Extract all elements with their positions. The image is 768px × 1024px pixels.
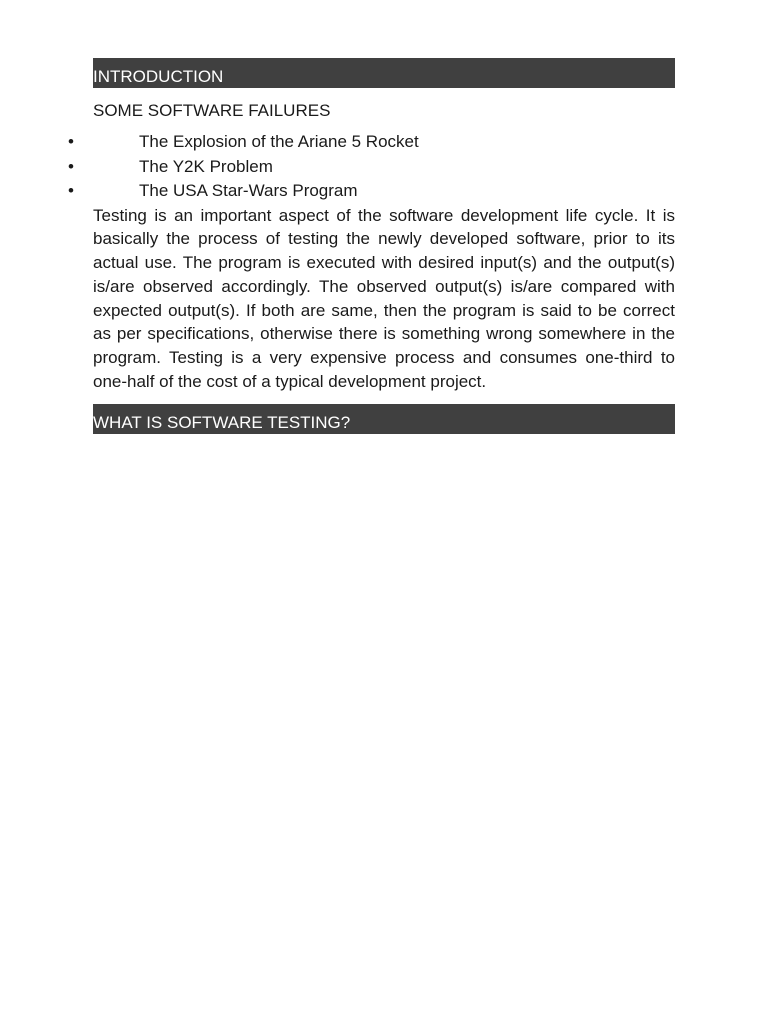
bullet-icon: • bbox=[68, 156, 74, 176]
failures-list bbox=[68, 130, 675, 204]
introduction-heading: INTRODUCTION bbox=[93, 67, 224, 86]
list-item bbox=[68, 155, 675, 180]
list-item bbox=[68, 130, 675, 155]
document-page bbox=[68, 58, 675, 434]
software-testing-heading-bar bbox=[93, 404, 675, 434]
bullet-icon: • bbox=[68, 181, 74, 200]
list-item-text: The Y2K Problem bbox=[139, 156, 273, 176]
software-testing-heading: WHAT IS SOFTWARE TESTING? bbox=[93, 412, 351, 432]
software-failures-subheading: SOME SOFTWARE FAILURES bbox=[93, 101, 331, 120]
bullet-icon: • bbox=[68, 132, 74, 151]
introduction-heading-bar bbox=[93, 58, 675, 88]
list-item-text: The USA Star-Wars Program bbox=[139, 181, 358, 200]
list-item-text: The Explosion of the Ariane 5 Rocket bbox=[139, 132, 419, 151]
testing-paragraph: Testing is an important aspect of the software development life cycle. It is basically the process of testing the newly developed software, prior to its actual use. The program is executed with desired input(s) and the output(s) is/are observed accordingly. The observed output(s) is/are compared with expected output(s). If both are same, then the program is said to be correct as per specifications, otherwise there is something wrong somewhere in the program. Testing is a very expensive process and consumes one-third to one-half of the cost of a typical development project. bbox=[93, 205, 675, 392]
list-item bbox=[68, 179, 675, 204]
